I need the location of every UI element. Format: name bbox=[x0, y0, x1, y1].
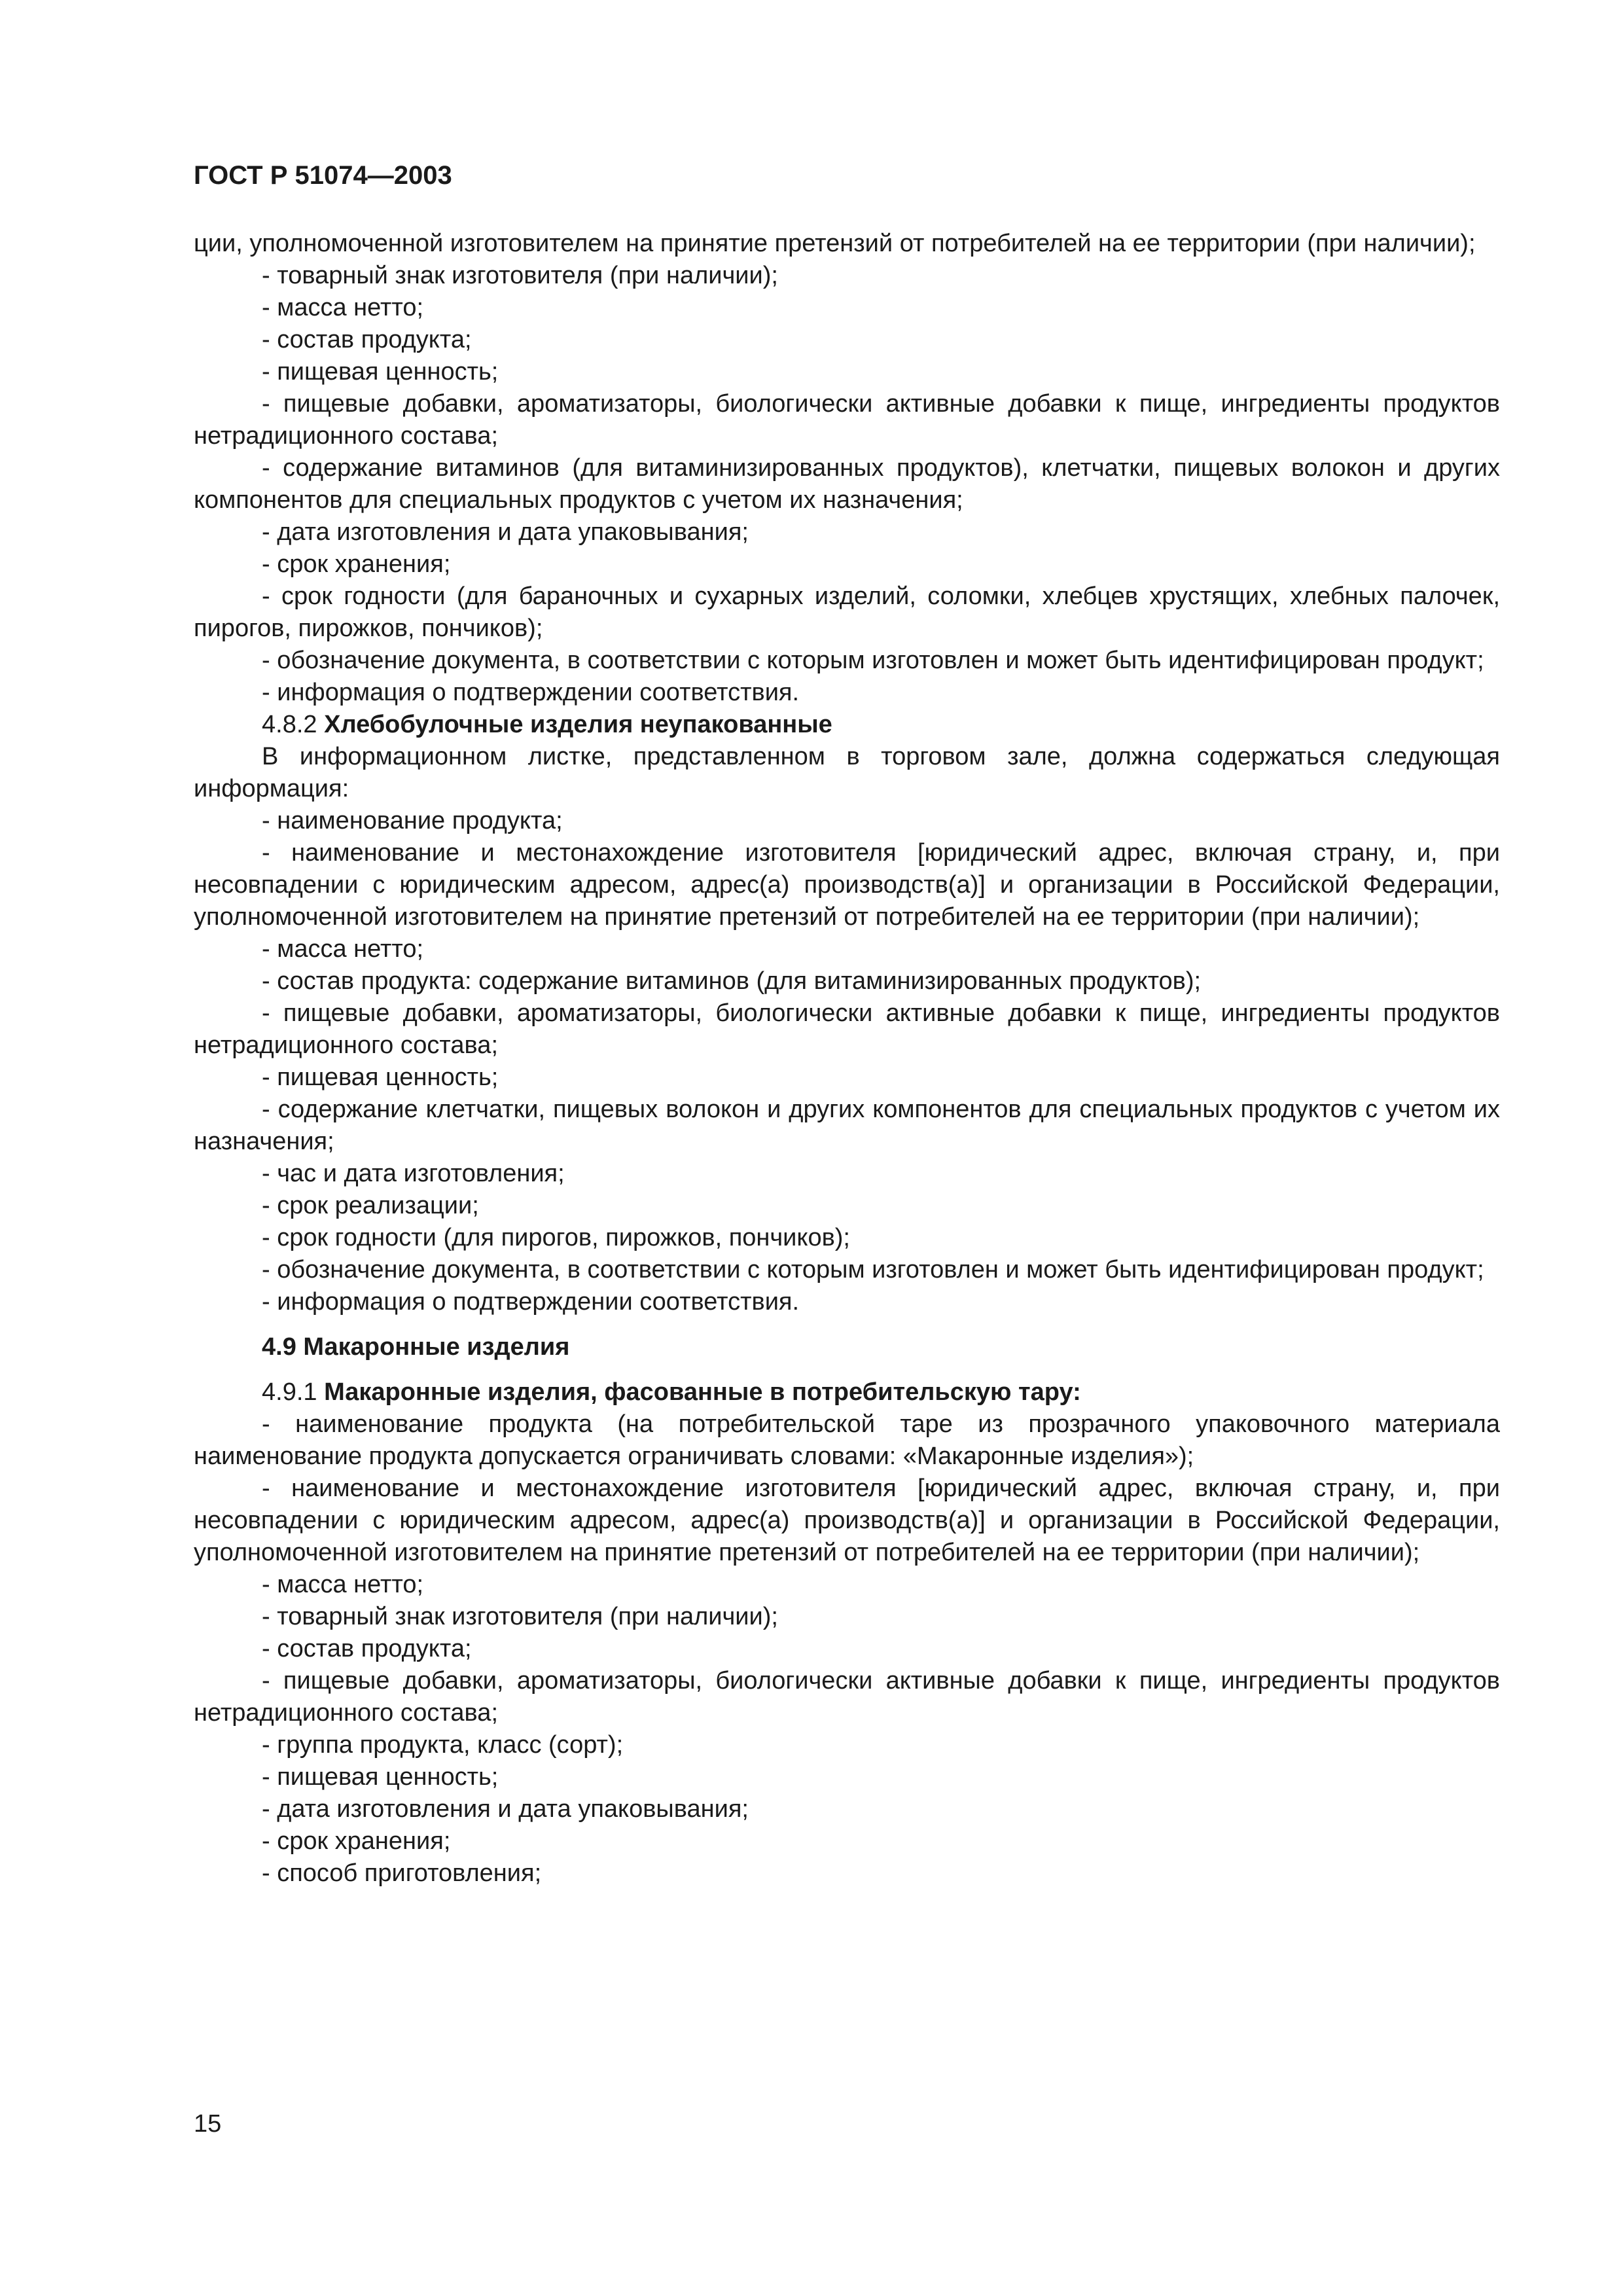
list-item: - срок годности (для пирогов, пирожков, пончиков); bbox=[262, 1224, 850, 1251]
list-item: - пищевые добавки, ароматизаторы, биологически активные добавки к пище, ингредиенты продуктов нетрадиционного состава; bbox=[194, 390, 1500, 450]
list-item: - дата изготовления и дата упаковывания; bbox=[262, 518, 749, 546]
list-item: - срок реализации; bbox=[262, 1192, 479, 1219]
list-item: - пищевая ценность; bbox=[262, 1064, 499, 1091]
section-heading-text: 4.9 Макаронные изделия bbox=[262, 1333, 570, 1361]
list-item: - срок хранения; bbox=[262, 1827, 451, 1855]
list-item: - масса нетто; bbox=[262, 294, 424, 321]
list-item: - информация о подтверждении соответствия. bbox=[262, 1288, 800, 1316]
list-item: - срок годности (для бараночных и сухарных изделий, соломки, хлебцев хрустящих, хлебных палочек, пирогов, пирожков, пончиков); bbox=[194, 583, 1500, 642]
list-item: - товарный знак изготовителя (при наличии); bbox=[262, 1603, 778, 1630]
list-item: - обозначение документа, в соответствии с которым изготовлен и может быть идентифицирован продукт; bbox=[262, 647, 1484, 674]
list-item: - срок хранения; bbox=[262, 550, 451, 578]
list-item: - пищевые добавки, ароматизаторы, биологически активные добавки к пище, ингредиенты продуктов нетрадиционного состава; bbox=[194, 1667, 1500, 1727]
paragraph: ции, уполномоченной изготовителем на принятие претензий от потребителей на ее территории (при наличии); bbox=[194, 230, 1476, 257]
page-number: 15 bbox=[194, 2110, 222, 2138]
list-item: - пищевая ценность; bbox=[262, 1763, 499, 1791]
list-item: - дата изготовления и дата упаковывания; bbox=[262, 1795, 749, 1823]
list-item: - пищевая ценность; bbox=[262, 358, 499, 386]
list-item: - информация о подтверждении соответствия. bbox=[262, 679, 800, 706]
subsection-title: Макаронные изделия, фасованные в потребительскую тару: bbox=[324, 1378, 1081, 1406]
list-item: - пищевые добавки, ароматизаторы, биологически активные добавки к пище, ингредиенты продуктов нетрадиционного состава; bbox=[194, 999, 1500, 1059]
section-heading bbox=[194, 1331, 1500, 1363]
subsection-number: 4.8.2 bbox=[262, 711, 317, 738]
list-item: - содержание клетчатки, пищевых волокон и других компонентов для специальных продуктов с учетом их назначения; bbox=[194, 1096, 1500, 1155]
list-item: - наименование продукта; bbox=[262, 807, 563, 834]
list-item: - час и дата изготовления; bbox=[262, 1160, 565, 1187]
list-item: - состав продукта: содержание витаминов (для витаминизированных продуктов); bbox=[262, 967, 1202, 995]
list-item: - группа продукта, класс (сорт); bbox=[262, 1731, 624, 1759]
list-item: - масса нетто; bbox=[262, 1571, 424, 1598]
list-item: - наименование продукта (на потребительской таре из прозрачного упаковочного материала наименование продукта допускается ограничивать словами: «Макаронные изделия»); bbox=[194, 1410, 1500, 1470]
list-item: - обозначение документа, в соответствии с которым изготовлен и может быть идентифицирован продукт; bbox=[262, 1256, 1484, 1283]
subsection-title: Хлебобулочные изделия неупакованные bbox=[324, 711, 832, 738]
paragraph: В информационном листке, представленном в торговом зале, должна содержаться следующая информация: bbox=[194, 743, 1500, 802]
list-item: - содержание витаминов (для витаминизированных продуктов), клетчатки, пищевых волокон и других компонентов для специальных продуктов с учетом их назначения; bbox=[194, 454, 1500, 514]
list-item: - товарный знак изготовителя (при наличии); bbox=[262, 262, 778, 289]
list-item: - состав продукта; bbox=[262, 1635, 472, 1662]
subsection-heading bbox=[194, 1376, 1500, 1408]
document-header: ГОСТ Р 51074—2003 bbox=[194, 161, 452, 190]
list-item: - наименование и местонахождение изготовителя [юридический адрес, включая страну, и, при несовпадении с юридическим адресом, адрес(а) производств(а)] и организации в Российской Федерации, уполномоченной изготовителем на принятие претензий от потребителей на ее территории (при наличии); bbox=[194, 839, 1500, 931]
document-body bbox=[194, 228, 1500, 1890]
subsection-heading bbox=[194, 709, 1500, 741]
list-item: - способ приготовления; bbox=[262, 1859, 542, 1887]
subsection-number: 4.9.1 bbox=[262, 1378, 317, 1406]
list-item: - состав продукта; bbox=[262, 326, 472, 353]
list-item: - наименование и местонахождение изготовителя [юридический адрес, включая страну, и, при несовпадении с юридическим адресом, адрес(а) производств(а)] и организации в Российской Федерации, уполномоченной изготовителем на принятие претензий от потребителей на ее территории (при наличии); bbox=[194, 1475, 1500, 1566]
list-item: - масса нетто; bbox=[262, 935, 424, 963]
